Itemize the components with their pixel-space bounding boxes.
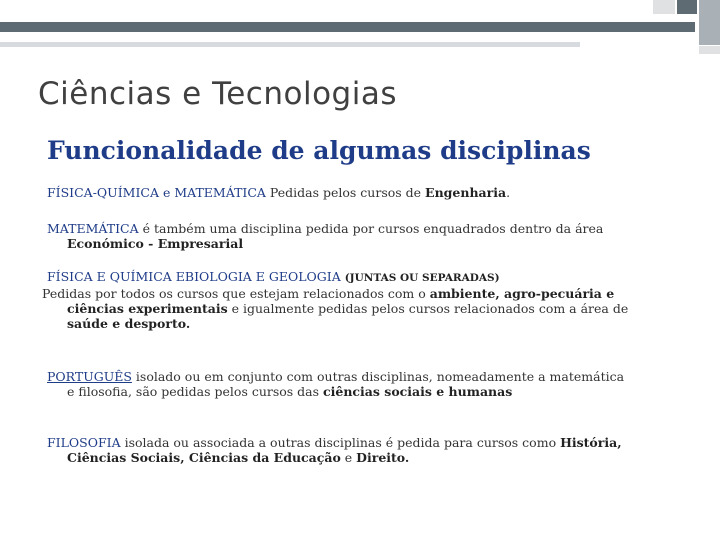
paragraph-text: isolada ou associada a outras disciplinas é pedida para cursos como [120,435,561,450]
paragraph-text: e filosofia, são pedidas pelos cursos das [67,384,324,399]
paragraph-filosofia [47,435,677,465]
subject-label: MATEMÁTICA [47,221,139,236]
header-tile-2 [677,0,697,14]
highlight-text: ciências experimentais [67,301,228,316]
highlight-text: História, [560,435,622,450]
paragraph-text: e [340,450,357,465]
paragraph-fisica-biologia [42,269,677,331]
highlight-text: Económico - Empresarial [67,236,244,251]
header-tile-4 [699,46,720,54]
paragraph-fisica-quimica-matematica [47,185,677,200]
highlight-text: Direito. [356,450,410,465]
subject-label: BIOLOGIA E GEOLOGIA [184,269,341,284]
paragraph-text: Pedidas pelos cursos de [265,185,426,200]
subject-label: FILOSOFIA [47,435,121,450]
paragraph-text: Pedidas por todos os cursos que estejam relacionados com o [42,286,430,301]
paragraph-text: é também uma disciplina pedida por cursos enquadrados dentro da área [138,221,604,236]
highlight-text: ambiente, agro-pecuária e [429,286,615,301]
highlight-text: ciências sociais e humanas [323,384,513,399]
note-text: (JUNTAS OU SEPARADAS) [344,272,500,284]
highlight-text: Ciências Sociais, Ciências da Educação [67,450,341,465]
highlight-text: Engenharia [425,185,507,200]
paragraph-portugues [47,369,677,399]
header-bar [0,22,695,32]
subject-label: FÍSICA-QUÍMICA e MATEMÁTICA [47,185,266,200]
slide-subtitle: Funcionalidade de algumas disciplinas [47,136,591,165]
paragraph-text: isolado ou em conjunto com outras disciplinas, nomeadamente a matemática [131,369,625,384]
highlight-text: saúde e desporto. [67,316,191,331]
header-tile-1 [653,0,675,14]
header-accent-line [0,42,580,47]
slide-title: Ciências e Tecnologias [38,76,397,112]
paragraph-text: e igualmente pedidas pelos cursos relacionados com a área de [227,301,629,316]
subject-label: FÍSICA E QUÍMICA E [47,269,185,284]
subject-label: PORTUGUÊS [47,369,132,384]
paragraph-text: . [506,185,511,200]
header-tile-3 [699,0,720,45]
paragraph-matematica [47,221,677,251]
